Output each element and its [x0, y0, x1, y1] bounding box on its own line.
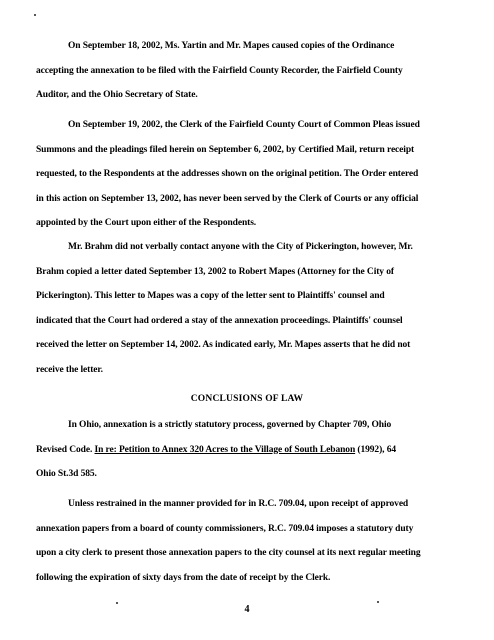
text-line: Unless restrained in the manner provided for in R.C. 709.04, upon receipt of approved: [68, 499, 409, 509]
text-line: upon a city clerk to present those annexation papers to the city counsel at its next regular meeting: [36, 548, 421, 558]
text-line: receive the letter.: [36, 364, 103, 375]
paragraph-clerk-duty: [36, 492, 462, 590]
text-line: accepting the annexation to be filed with the Fairfield County Recorder, the Fairfield County: [36, 65, 403, 76]
text-line: Ohio St.3d 585.: [36, 469, 97, 479]
text-line: On September 18, 2002, Ms. Yartin and Mr. Mapes caused copies of the Ordinance: [68, 41, 395, 51]
text-line: appointed by the Court upon either of the Respondents.: [36, 218, 257, 228]
text-line: received the letter on September 14, 2002. As indicated early, Mr. Mapes asserts that he did not: [36, 340, 411, 350]
text-line: indicated that the Court had ordered a stay of the annexation proceedings. Plaintiffs' counsel: [36, 315, 403, 326]
scan-speck: [116, 602, 118, 604]
paragraph-filing: [36, 34, 462, 108]
text-line: requested, to the Respondents at the addresses shown on the original petition. The Order entered: [36, 169, 419, 179]
case-citation: In re: Petition to Annex 320 Acres to the Village of South Lebanon: [94, 444, 356, 455]
paragraph-summons: [36, 113, 462, 236]
text-fragment: (1992), 64: [355, 444, 396, 455]
text-fragment: Revised Code.: [36, 444, 95, 455]
text-line: Brahm copied a letter dated September 13, 2002 to Robert Mapes (Attorney for the City of: [36, 266, 394, 277]
text-line: Pickerington). This letter to Mapes was a copy of the letter sent to Plaintiffs' counsel and: [36, 291, 385, 301]
page-number: 4: [244, 604, 250, 615]
text-line: Auditor, and the Ohio Secretary of State.: [36, 90, 198, 100]
text-line: annexation papers from a board of county commissioners, R.C. 709.04 imposes a statutory duty: [36, 523, 414, 534]
text-line: On September 19, 2002, the Clerk of the Fairfield County Court of Common Pleas issued: [68, 120, 420, 130]
section-heading: CONCLUSIONS OF LAW: [190, 394, 304, 404]
text-line: in this action on September 13, 2002, has never been served by the Clerk of Courts or any official: [36, 193, 419, 204]
text-line: Mr. Brahm did not verbally contact anyone with the City of Pickerington, however, Mr.: [68, 242, 413, 252]
scan-speck: [377, 601, 379, 603]
paragraph-brahm-letter: [36, 235, 462, 382]
text-line: [36, 438, 462, 463]
text-line: following the expiration of sixty days from the date of receipt by the Clerk.: [36, 572, 331, 583]
text-line: In Ohio, annexation is a strictly statutory process, governed by Chapter 709, Ohio: [68, 420, 392, 430]
scan-speck: [34, 14, 36, 16]
paragraph-statutory-process: [36, 413, 462, 487]
text-line: Summons and the pleadings filed herein on September 6, 2002, by Certified Mail, return receipt: [36, 144, 415, 155]
